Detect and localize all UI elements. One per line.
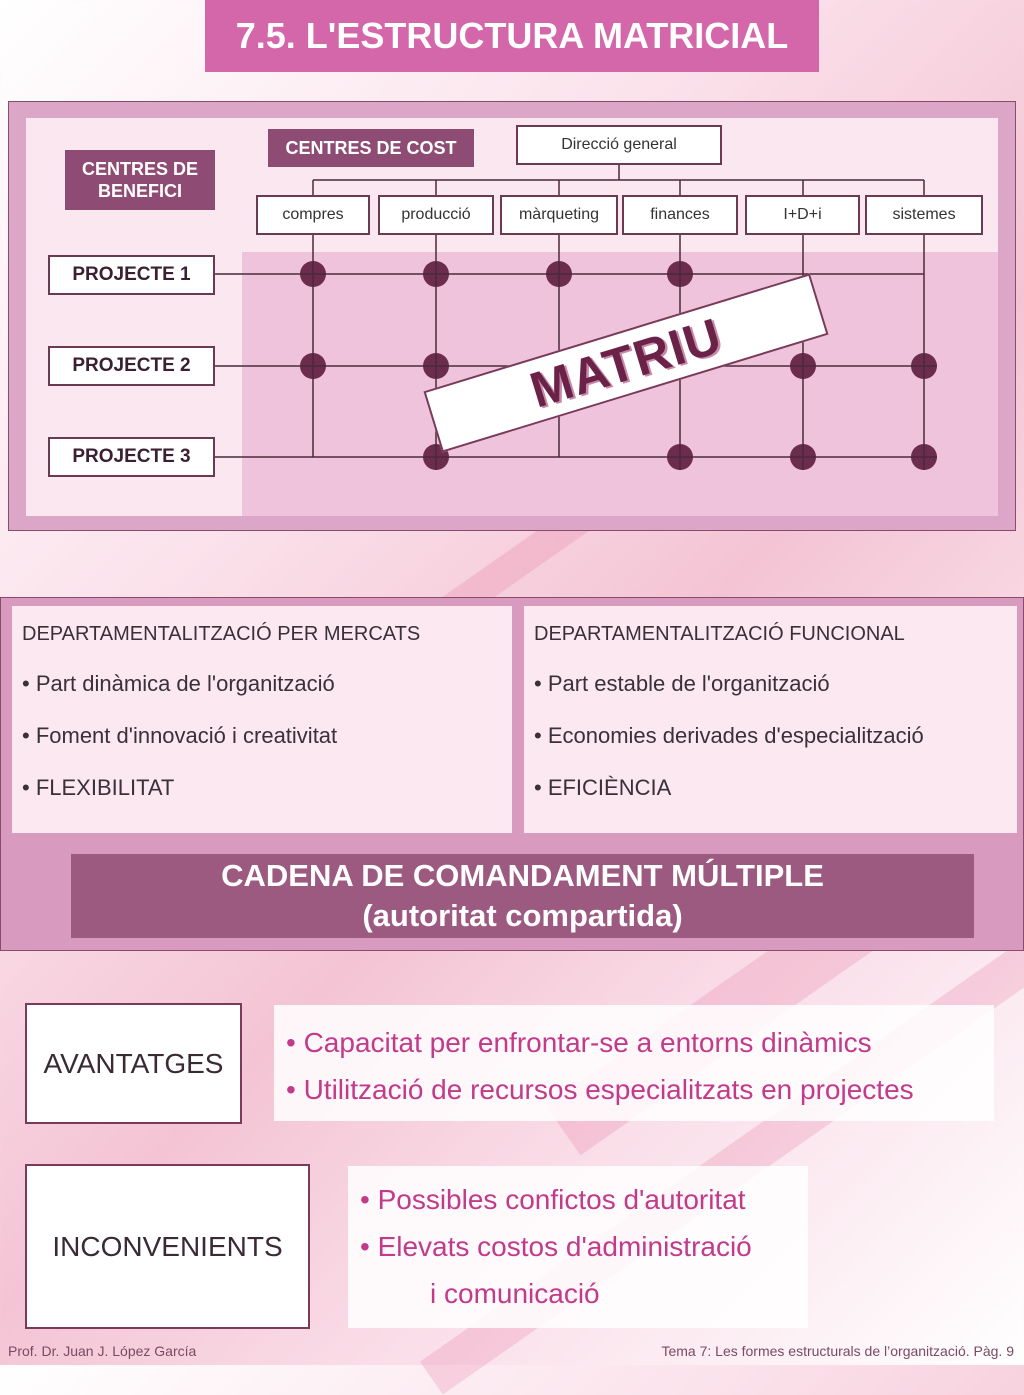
- mercats-column: [12, 606, 512, 833]
- avantatges-list: [274, 1005, 994, 1121]
- footer-page: Tema 7: Les formes estructurals de l’organització. Pàg. 9: [661, 1343, 1014, 1359]
- projecte-3: PROJECTE 3: [48, 437, 215, 477]
- funcional-column: [524, 606, 1017, 833]
- inconvenients-list: [348, 1166, 808, 1328]
- dept-finances: finances: [622, 195, 738, 235]
- funcional-heading: DEPARTAMENTALITZACIÓ FUNCIONAL: [534, 623, 905, 645]
- avantatges-label: AVANTATGES: [25, 1003, 242, 1124]
- inconvenients-item: • Elevats costos d'administració: [360, 1231, 752, 1262]
- mercats-heading: DEPARTAMENTALITZACIÓ PER MERCATS: [22, 623, 421, 645]
- centres-cost-label: CENTRES DE COST: [268, 129, 474, 167]
- cadena-comandament-banner: [71, 854, 974, 938]
- funcional-item: • Economies derivades d'especialització: [534, 723, 924, 748]
- inconvenients-label: INCONVENIENTS: [25, 1164, 310, 1329]
- inconvenients-item: i comunicació: [430, 1278, 600, 1309]
- footer-author: Prof. Dr. Juan J. López García: [8, 1343, 197, 1359]
- dept-produccio: producció: [378, 195, 494, 235]
- mercats-item: • Foment d'innovació i creativitat: [22, 723, 338, 748]
- avantatges-item: • Capacitat per enfrontar-se a entorns dinàmics: [286, 1027, 872, 1058]
- page-title: 7.5. L'ESTRUCTURA MATRICIAL: [205, 0, 819, 72]
- funcional-item: • EFICIÈNCIA: [534, 775, 672, 800]
- direccio-general-box: Direcció general: [516, 125, 722, 165]
- projecte-2: PROJECTE 2: [48, 346, 215, 386]
- avantatges-item: • Utilització de recursos especialitzats en projectes: [286, 1074, 914, 1105]
- dept-sistemes: sistemes: [865, 195, 983, 235]
- cadena-line2: (autoritat compartida): [362, 898, 683, 933]
- dept-idi: I+D+i: [745, 195, 860, 235]
- projecte-1: PROJECTE 1: [48, 255, 215, 295]
- dept-marqueting: màrqueting: [500, 195, 618, 235]
- matrix-diagram-panel: [8, 101, 1016, 531]
- centres-benefici-label: CENTRES DE BENEFICI: [65, 150, 215, 210]
- mercats-item: • FLEXIBILITAT: [22, 775, 175, 800]
- matriu-label: MATRIU: [523, 307, 729, 419]
- inconvenients-item: • Possibles confictos d'autoritat: [360, 1184, 746, 1215]
- funcional-item: • Part estable de l'organització: [534, 671, 830, 696]
- cadena-line1: CADENA DE COMANDAMENT MÚLTIPLE: [221, 858, 824, 894]
- mercats-item: • Part dinàmica de l'organització: [22, 671, 335, 696]
- dept-compres: compres: [256, 195, 370, 235]
